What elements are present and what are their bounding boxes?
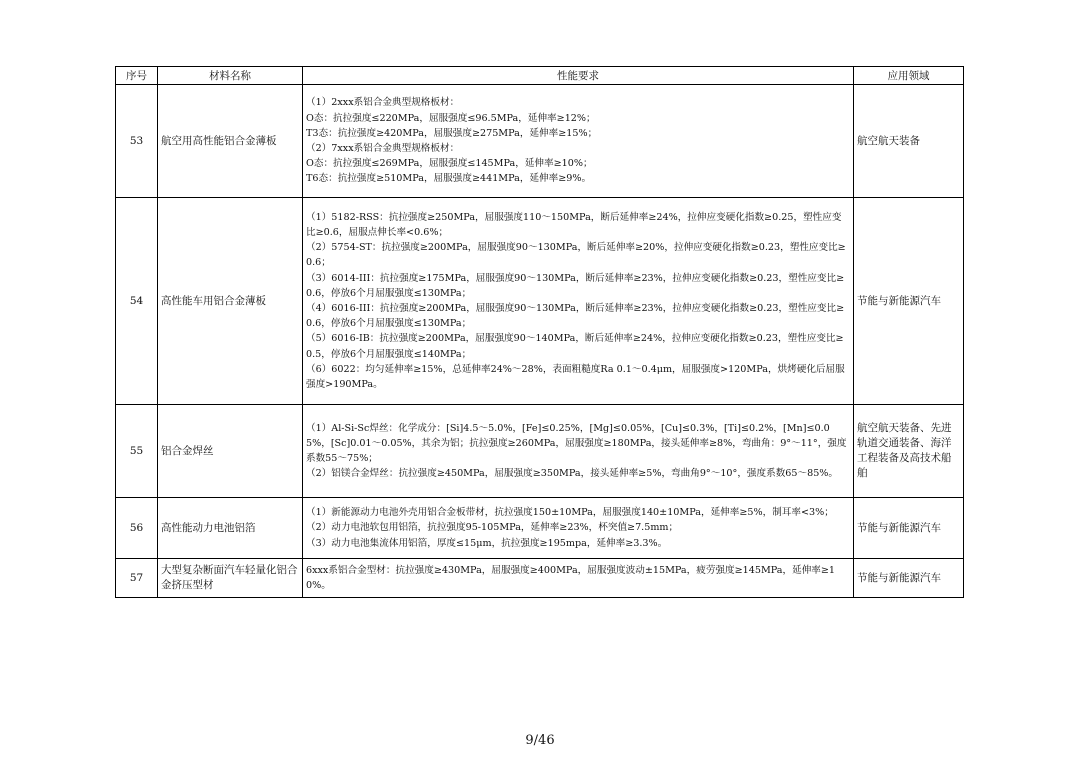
row-material-name: 铝合金焊丝 xyxy=(158,405,303,498)
row-performance xyxy=(303,198,854,405)
requirement-line: （2）铝镁合金焊丝：抗拉强度≥450MPa，屈服强度≥350MPa，接头延伸率≥5%，弯曲角9°～10°，强度系数65～85%。 xyxy=(306,468,839,480)
row-material-name: 大型复杂断面汽车轻量化铝合金挤压型材 xyxy=(158,559,303,598)
table-row xyxy=(116,405,964,498)
row-performance xyxy=(303,85,854,198)
requirement-line: （1）Al-Si-Sc焊丝：化学成分：[Si]4.5～5.0%，[Fe]≤0.25%，[Mg]≤0.05%，[Cu]≤0.3%，[Ti]≤0.2%，[Mn]≤0.05%，[Sc]0.01～0.05%，其余为铝；抗拉强度≥260MPa，屈服强度≥180MPa，接头延伸率≥8%，弯曲角：9°～11°，强度系数55～75%； xyxy=(306,422,847,464)
requirement-line: T3态：抗拉强度≥420MPa，屈服强度≥275MPa，延伸率≥15%； xyxy=(306,127,598,139)
table-row xyxy=(116,198,964,405)
row-application-field: 航空航天装备 xyxy=(854,85,964,198)
requirement-line: （5）6016-IB：抗拉强度≥200MPa，屈服强度90～140MPa，断后延伸率≥24%，拉伸应变硬化指数≥0.23，塑性应变比≥0.5，停放6个月屈服强度≤140MPa； xyxy=(306,333,844,360)
material-spec-table xyxy=(115,66,964,598)
header-material-name: 材料名称 xyxy=(158,67,303,85)
requirement-line: （1）5182-RSS：抗拉强度≥250MPa，屈服强度110～150MPa，断后延伸率≥24%，拉伸应变硬化指数≥0.25，塑性应变比≥0.6，屈服点伸长率<0.6%； xyxy=(306,211,842,238)
table-row xyxy=(116,498,964,559)
requirement-line: O态：抗拉强度≤269MPa，屈服强度≤145MPa，延伸率≥10%； xyxy=(306,158,593,170)
table-row xyxy=(116,85,964,198)
requirement-line: （1）2xxx系铝合金典型规格板材： xyxy=(306,97,460,109)
row-seq: 54 xyxy=(116,198,158,405)
row-material-name: 航空用高性能铝合金薄板 xyxy=(158,85,303,198)
material-table-container xyxy=(115,66,963,598)
row-material-name: 高性能动力电池铝箔 xyxy=(158,498,303,559)
row-application-field: 航空航天装备、先进轨道交通装备、海洋工程装备及高技术船舶 xyxy=(854,405,964,498)
row-application-field: 节能与新能源汽车 xyxy=(854,559,964,598)
requirement-line: （3）动力电池集流体用铝箔，厚度≤15μm，抗拉强度≥195mpa，延伸率≥3.3%。 xyxy=(306,537,668,549)
row-seq: 56 xyxy=(116,498,158,559)
requirement-line: （6）6022：均匀延伸率≥15%，总延伸率24%～28%，表面粗糙度Ra 0.1～0.4μm，屈服强度>120MPa，烘烤硬化后屈服强度>190MPa。 xyxy=(306,363,845,391)
row-material-name: 高性能车用铝合金薄板 xyxy=(158,198,303,405)
row-application-field: 节能与新能源汽车 xyxy=(854,198,964,405)
row-performance xyxy=(303,559,854,598)
requirement-line: O态：抗拉强度≤220MPa，屈服强度≤96.5MPa，延伸率≥12%； xyxy=(306,112,596,124)
row-seq: 55 xyxy=(116,405,158,498)
requirement-line: （2）5754-ST：抗拉强度≥200MPa，屈服强度90～130MPa，断后延伸率≥20%，拉伸应变硬化指数≥0.23，塑性应变比≥0.6； xyxy=(306,242,846,269)
header-application: 应用领域 xyxy=(854,67,964,85)
requirement-line: 6xxx系铝合金型材：抗拉强度≥430MPa，屈服强度≥400MPa，屈服强度波动±15MPa，疲劳强度≥145MPa，延伸率≥10%。 xyxy=(306,564,836,591)
requirement-line: （1）新能源动力电池外壳用铝合金板带材，抗拉强度150±10MPa，屈服强度140±10MPa，延伸率≥5%，制耳率<3%； xyxy=(306,507,834,519)
requirement-line: （4）6016-III：抗拉强度≥200MPa，屈服强度90～130MPa，断后延伸率≥23%，拉伸应变硬化指数≥0.23，塑性应变比≥0.6，停放6个月屈服强度≤130MPa； xyxy=(306,303,845,330)
header-performance: 性能要求 xyxy=(303,67,854,85)
table-row xyxy=(116,559,964,598)
requirement-line: （3）6014-III：抗拉强度≥175MPa，屈服强度90～130MPa，断后延伸率≥23%，拉伸应变硬化指数≥0.23，塑性应变比≥0.6，停放6个月屈服强度≤130MPa； xyxy=(306,272,845,299)
row-application-field: 节能与新能源汽车 xyxy=(854,498,964,559)
table-header-row xyxy=(116,67,964,85)
row-performance xyxy=(303,498,854,559)
header-seq: 序号 xyxy=(116,67,158,85)
requirement-line: （2）动力电池软包用铝箔，抗拉强度95-105MPa，延伸率≥23%，杯突值≥7.5mm； xyxy=(306,522,679,534)
row-seq: 57 xyxy=(116,559,158,598)
row-seq: 53 xyxy=(116,85,158,198)
requirement-line: T6态：抗拉强度≥510MPa，屈服强度≥441MPa，延伸率≥9%。 xyxy=(306,173,592,185)
page-number: 9/46 xyxy=(525,733,555,748)
requirement-line: （2）7xxx系铝合金典型规格板材： xyxy=(306,143,460,154)
row-performance xyxy=(303,405,854,498)
